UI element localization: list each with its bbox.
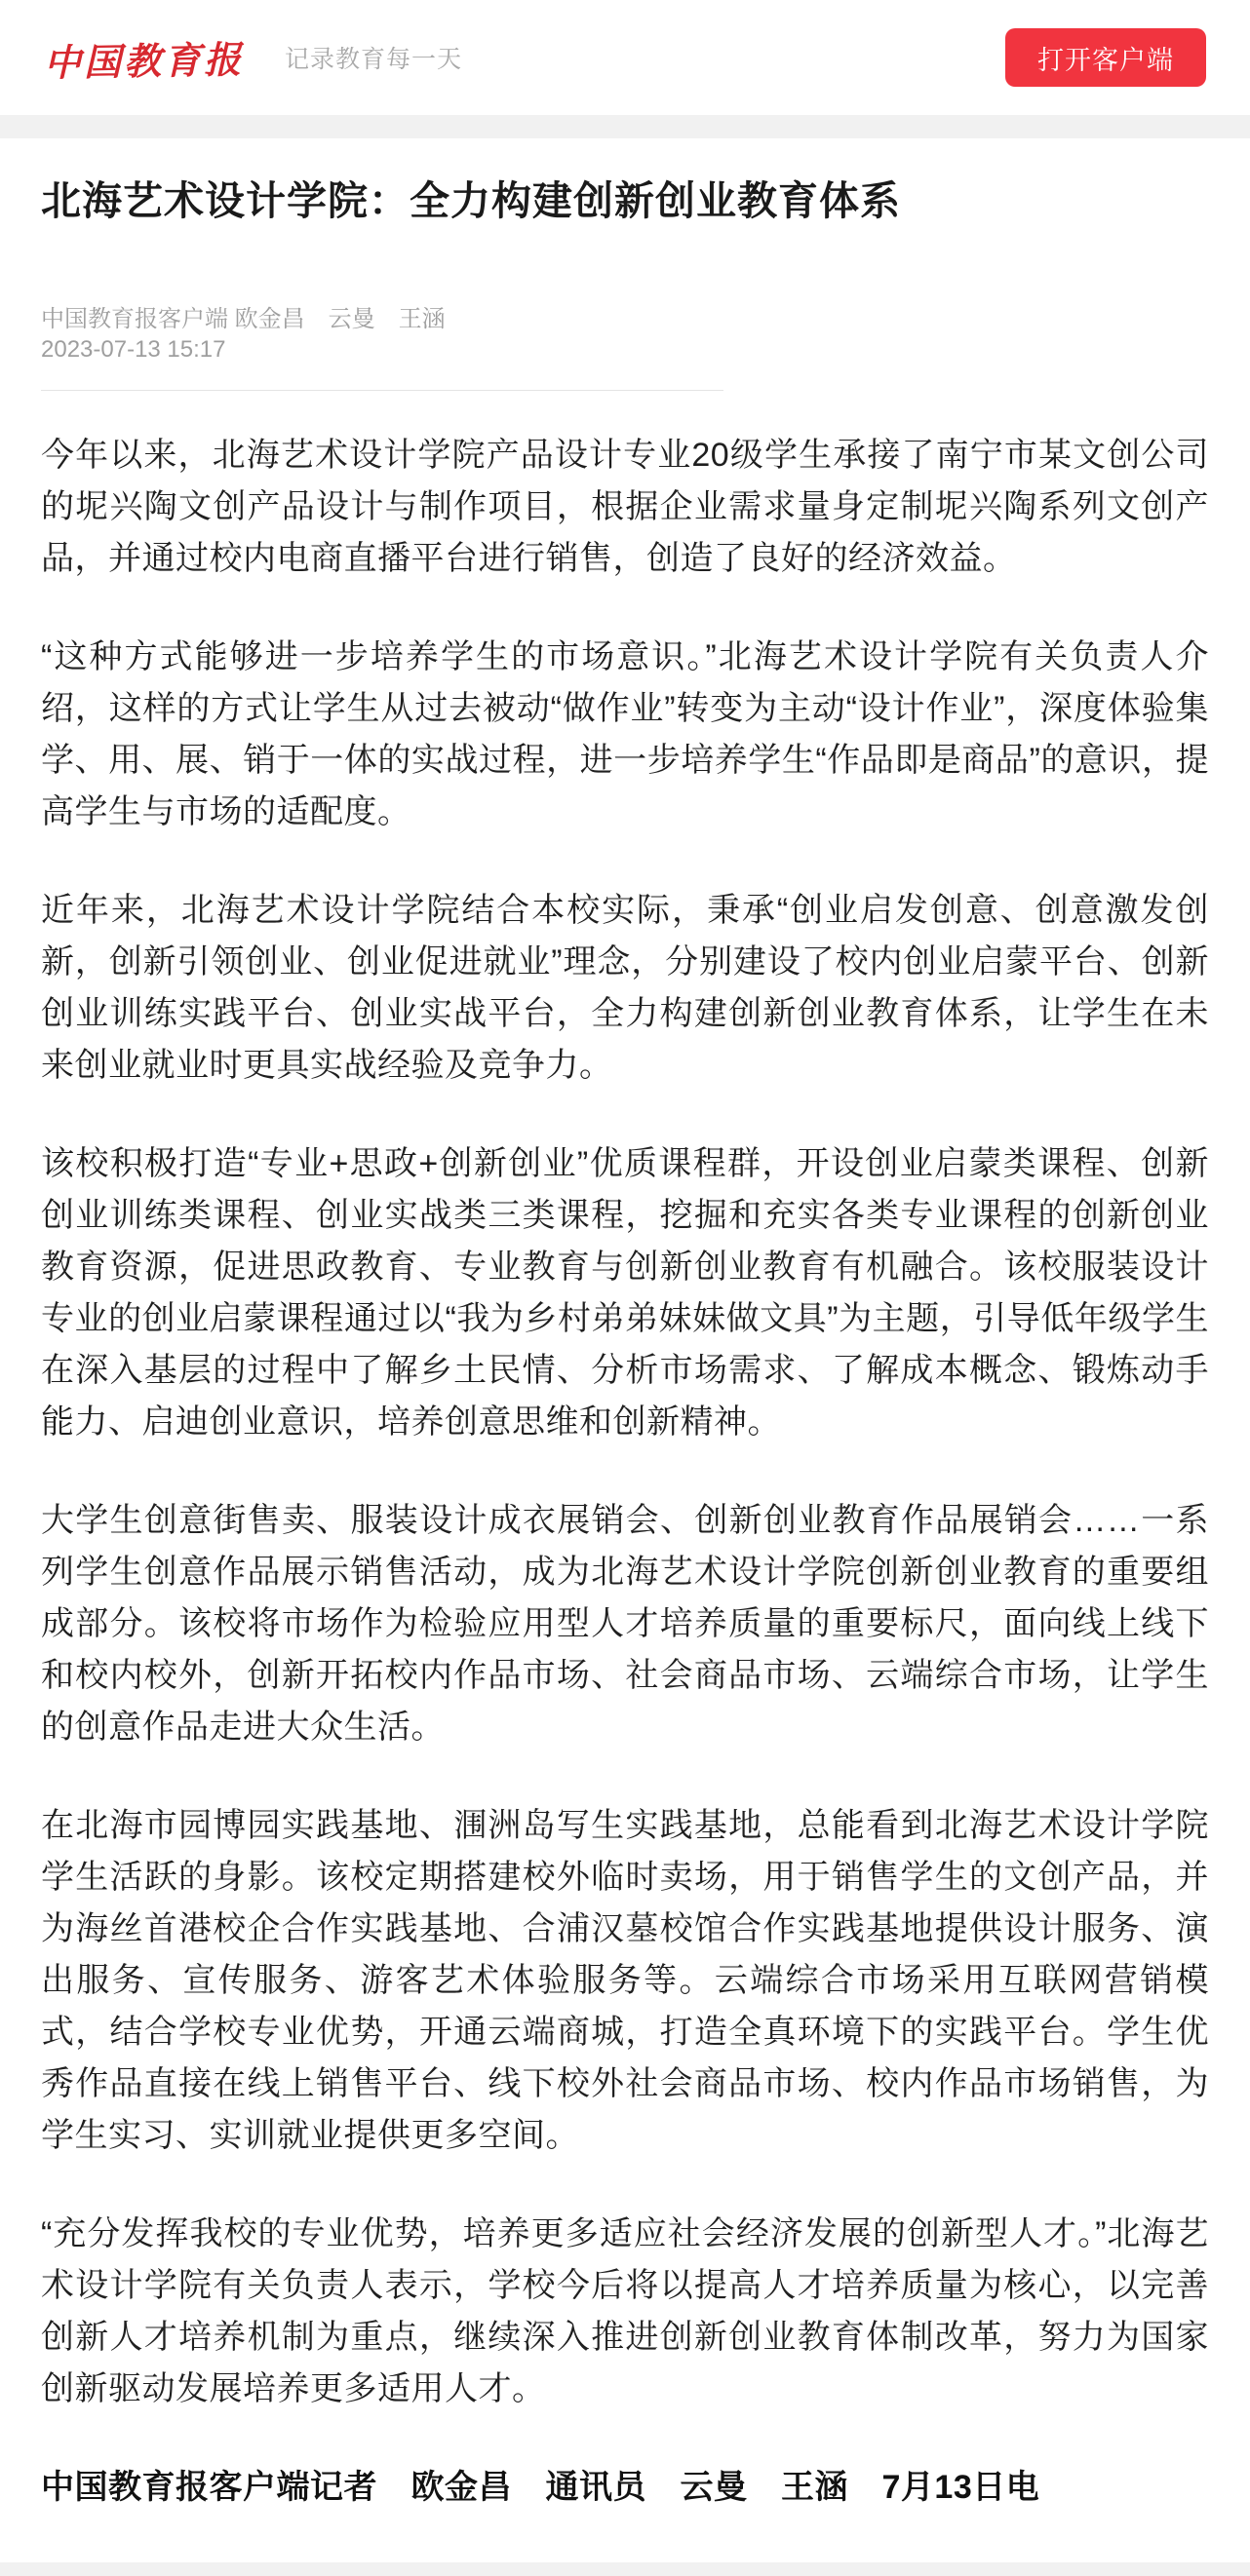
site-tagline: 记录教育每一天 <box>285 46 463 73</box>
page-bottom-strip <box>0 2562 1250 2576</box>
meta-divider <box>41 390 723 391</box>
article-paragraph: 该校积极打造“专业+思政+创新创业”优质课程群，开设创业启蒙类课程、创新创业训练类课程、创业实战类三类课程，挖掘和充实各类专业课程的创新创业教育资源，促进思政教育、专业教育与创新创业教育有机融合。该校服装设计专业的创业启蒙课程通过以“我为乡村弟弟妹妹做文具”为主题，引导低年级学生在深入基层的过程中了解乡土民情、分析市场需求、了解成本概念、锻炼动手能力、启迪创业意识，培养创意思维和创新精神。 <box>41 1145 1209 1441</box>
open-client-button[interactable]: 打开客户端 <box>1005 28 1206 87</box>
article-title: 北海艺术设计学院：全力构建创新创业教育体系 <box>41 178 901 223</box>
article-paragraph: 在北海市园博园实践基地、涠洲岛写生实践基地，总能看到北海艺术设计学院学生活跃的身影。该校定期搭建校外临时卖场，用于销售学生的文创产品，并为海丝首港校企合作实践基地、合浦汉墓校馆合作实践基地提供设计服务、演出服务、宣传服务、游客艺术体验服务等。云端综合市场采用互联网营销模式，结合学校专业优势，开通云端商城，打造全真环境下的实践平台。学生优秀作品直接在线上销售平台、线下校外社会商品市场、校内作品市场销售，为学生实习、实训就业提供更多空间。 <box>41 1807 1209 2154</box>
site-header <box>0 0 1250 115</box>
article-paragraph: 近年来，北海艺术设计学院结合本校实际，秉承“创业启发创意、创意激发创新，创新引领创业、创业促进就业”理念，分别建设了校内创业启蒙平台、创新创业训练实践平台、创业实战平台，全力构建创新创业教育体系，让学生在未来创业就业时更具实战经验及竞争力。 <box>41 892 1209 1084</box>
header-divider-strip <box>0 115 1250 138</box>
article-paragraph: 大学生创意街售卖、服装设计成衣展销会、创新创业教育作品展销会……一系列学生创意作品展示销售活动，成为北海艺术设计学院创新创业教育的重要组成部分。该校将市场作为检验应用型人才培养质量的重要标尺，面向线上线下和校内校外，创新开拓校内作品市场、社会商品市场、云端综合市场，让学生的创意作品走进大众生活。 <box>41 1502 1209 1746</box>
article-paragraph: 今年以来，北海艺术设计学院产品设计专业20级学生承接了南宁市某文创公司的坭兴陶文创产品设计与制作项目，根据企业需求量身定制坭兴陶系列文创产品，并通过校内电商直播平台进行销售，创造了良好的经济效益。 <box>41 437 1209 577</box>
article-byline: 中国教育报客户端 欧金昌 云曼 王涵 <box>41 306 446 332</box>
article-container <box>0 138 1250 2562</box>
article-footer-byline: 中国教育报客户端记者 欧金昌 通讯员 云曼 王涵 7月13日电 <box>41 2469 1040 2506</box>
article-paragraph: “充分发挥我校的专业优势，培养更多适应社会经济发展的创新型人才。”北海艺术设计学院有关负责人表示，学校今后将以提高人才培养质量为核心，以完善创新人才培养机制为重点，继续深入推进创新创业教育体制改革，努力为国家创新驱动发展培养更多适用人才。 <box>41 2215 1209 2407</box>
article-paragraph: “这种方式能够进一步培养学生的市场意识。”北海艺术设计学院有关负责人介绍，这样的方式让学生从过去被动“做作业”转变为主动“设计作业”，深度体验集学、用、展、销于一体的实战过程，进一步培养学生“作品即是商品”的意识，提高学生与市场的适配度。 <box>41 638 1209 830</box>
article-body <box>41 430 1209 2415</box>
article-publish-time: 2023-07-13 15:17 <box>41 336 226 363</box>
brand-logo[interactable]: 中国教育报 <box>43 36 245 85</box>
